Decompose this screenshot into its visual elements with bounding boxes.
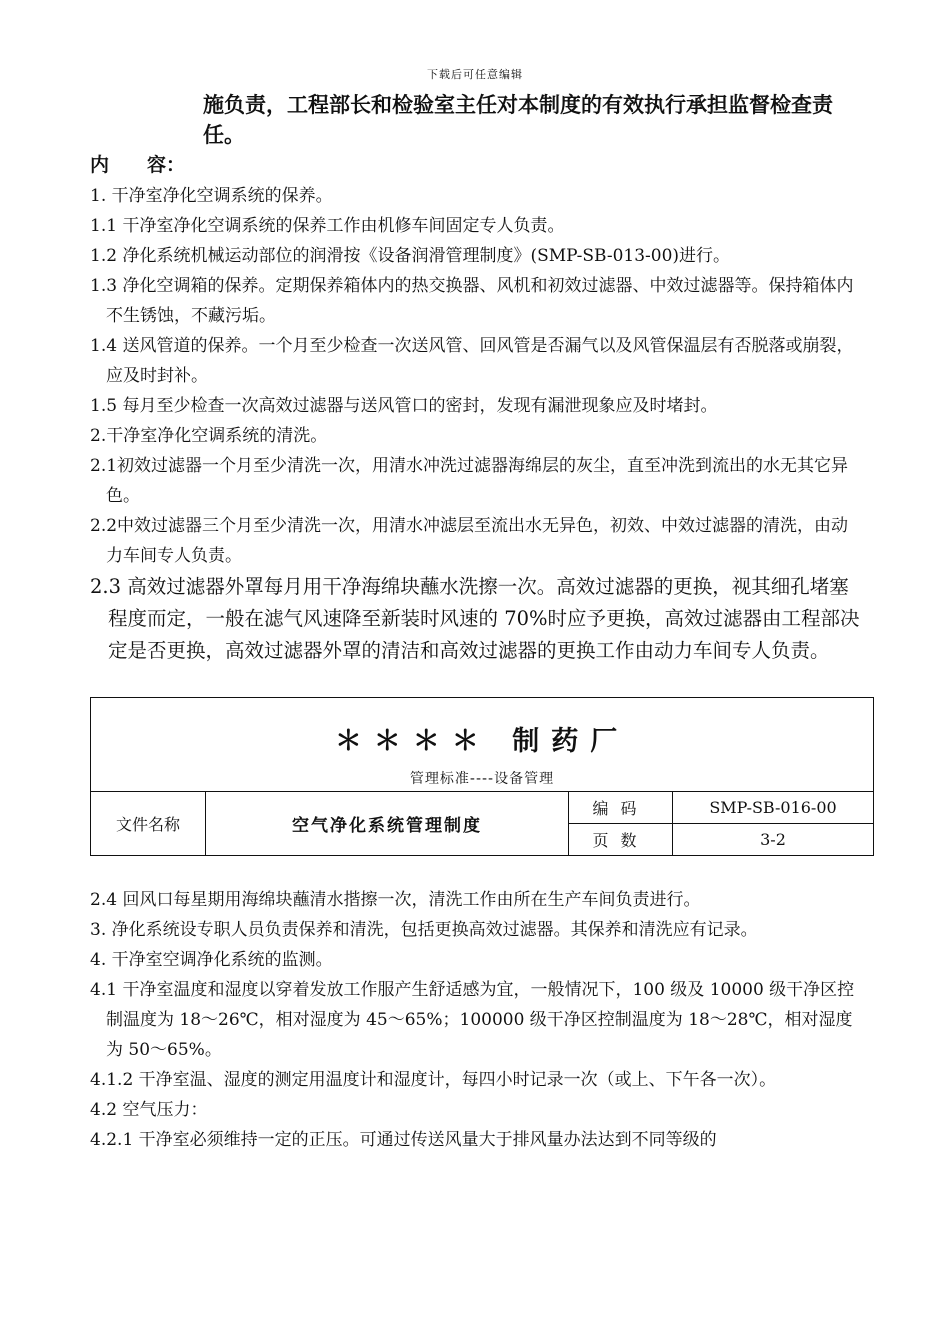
paragraph: 1.5 每月至少检查一次高效过滤器与送风管口的密封，发现有漏泄现象应及时堵封。 bbox=[90, 396, 718, 416]
paragraph: 1.1 干净室净化空调系统的保养工作由机修车间固定专人负责。 bbox=[90, 216, 565, 236]
paragraph: 2.4 回风口每星期用海绵块蘸清水揩擦一次，清洗工作由所在生产车间负责进行。 bbox=[90, 890, 701, 910]
lead-paragraph: 施负责，工程部长和检验室主任对本制度的有效执行承担监督检查责任。 bbox=[203, 93, 833, 147]
paragraph: 4.1.2 干净室温、湿度的测定用温度计和湿度计，每四小时记录一次（或上、下午各一次）。 bbox=[90, 1070, 777, 1090]
paragraph: 2.干净室净化空调系统的清洗。 bbox=[90, 426, 328, 446]
paragraph: 1.4 送风管道的保养。一个月至少检查一次送风管、回风管是否漏气以及风管保温层有否脱落或崩裂，应及时封补。 bbox=[90, 336, 854, 386]
paragraph: 4.2.1 干净室必须维持一定的正压。可通过传送风量大于排风量办法达到不同等级的 bbox=[90, 1130, 717, 1150]
paragraph: 1.2 净化系统机械运动部位的润滑按《设备润滑管理制度》(SMP-SB-013-00)进行。 bbox=[90, 246, 731, 266]
paragraph: 4. 干净室空调净化系统的监测。 bbox=[90, 950, 333, 970]
pages-value: 3-2 bbox=[673, 824, 874, 856]
standard-label: 管理标准----设备管理 bbox=[91, 763, 874, 792]
section-two bbox=[90, 885, 862, 1155]
content-heading: 内 容： bbox=[90, 154, 186, 176]
header-note: 下载后可任意编辑 bbox=[427, 68, 523, 81]
factory-name: ＊＊＊＊ 制药厂 bbox=[91, 698, 874, 763]
paragraph: 2.2中效过滤器三个月至少清洗一次，用清水冲滤层至流出水无异色，初效、中效过滤器的清洗，由动力车间专人负责。 bbox=[90, 516, 849, 566]
file-name-label: 文件名称 bbox=[91, 792, 206, 856]
code-value: SMP-SB-016-00 bbox=[673, 792, 874, 824]
file-name-value: 空气净化系统管理制度 bbox=[206, 792, 569, 856]
paragraph: 3. 净化系统设专职人员负责保养和清洗，包括更换高效过滤器。其保养和清洗应有记录。 bbox=[90, 920, 758, 940]
paragraph-large: 2.3 高效过滤器外罩每月用干净海绵块蘸水洗擦一次。高效过滤器的更换，视其细孔堵塞程度而定，一般在滤气风速降至新装时风速的 70%时应予更换，高效过滤器由工程部决定是否更换，高效过滤器外罩的清洁和高效过滤器的更换工作由动力车间专人负责。 bbox=[90, 575, 860, 662]
document-header-table bbox=[90, 697, 874, 856]
paragraph: 1.3 净化空调箱的保养。定期保养箱体内的热交换器、风机和初效过滤器、中效过滤器等。保持箱体内不生锈蚀，不藏污垢。 bbox=[90, 276, 854, 326]
section-one bbox=[90, 181, 862, 667]
pages-label: 页数 bbox=[569, 824, 673, 856]
paragraph: 4.1 干净室温度和湿度以穿着发放工作服产生舒适感为宜，一般情况下，100 级及 10000 级干净区控制温度为 18～26℃，相对湿度为 45～65%；100000 级干净区控制温度为 18～28℃，相对湿度为 50～65%。 bbox=[90, 980, 855, 1060]
paragraph: 4.2 空气压力： bbox=[90, 1100, 208, 1120]
code-label: 编码 bbox=[569, 792, 673, 824]
paragraph: 2.1初效过滤器一个月至少清洗一次，用清水冲洗过滤器海绵层的灰尘，直至冲洗到流出的水无其它异色。 bbox=[90, 456, 849, 506]
paragraph: 1. 干净室净化空调系统的保养。 bbox=[90, 186, 333, 206]
